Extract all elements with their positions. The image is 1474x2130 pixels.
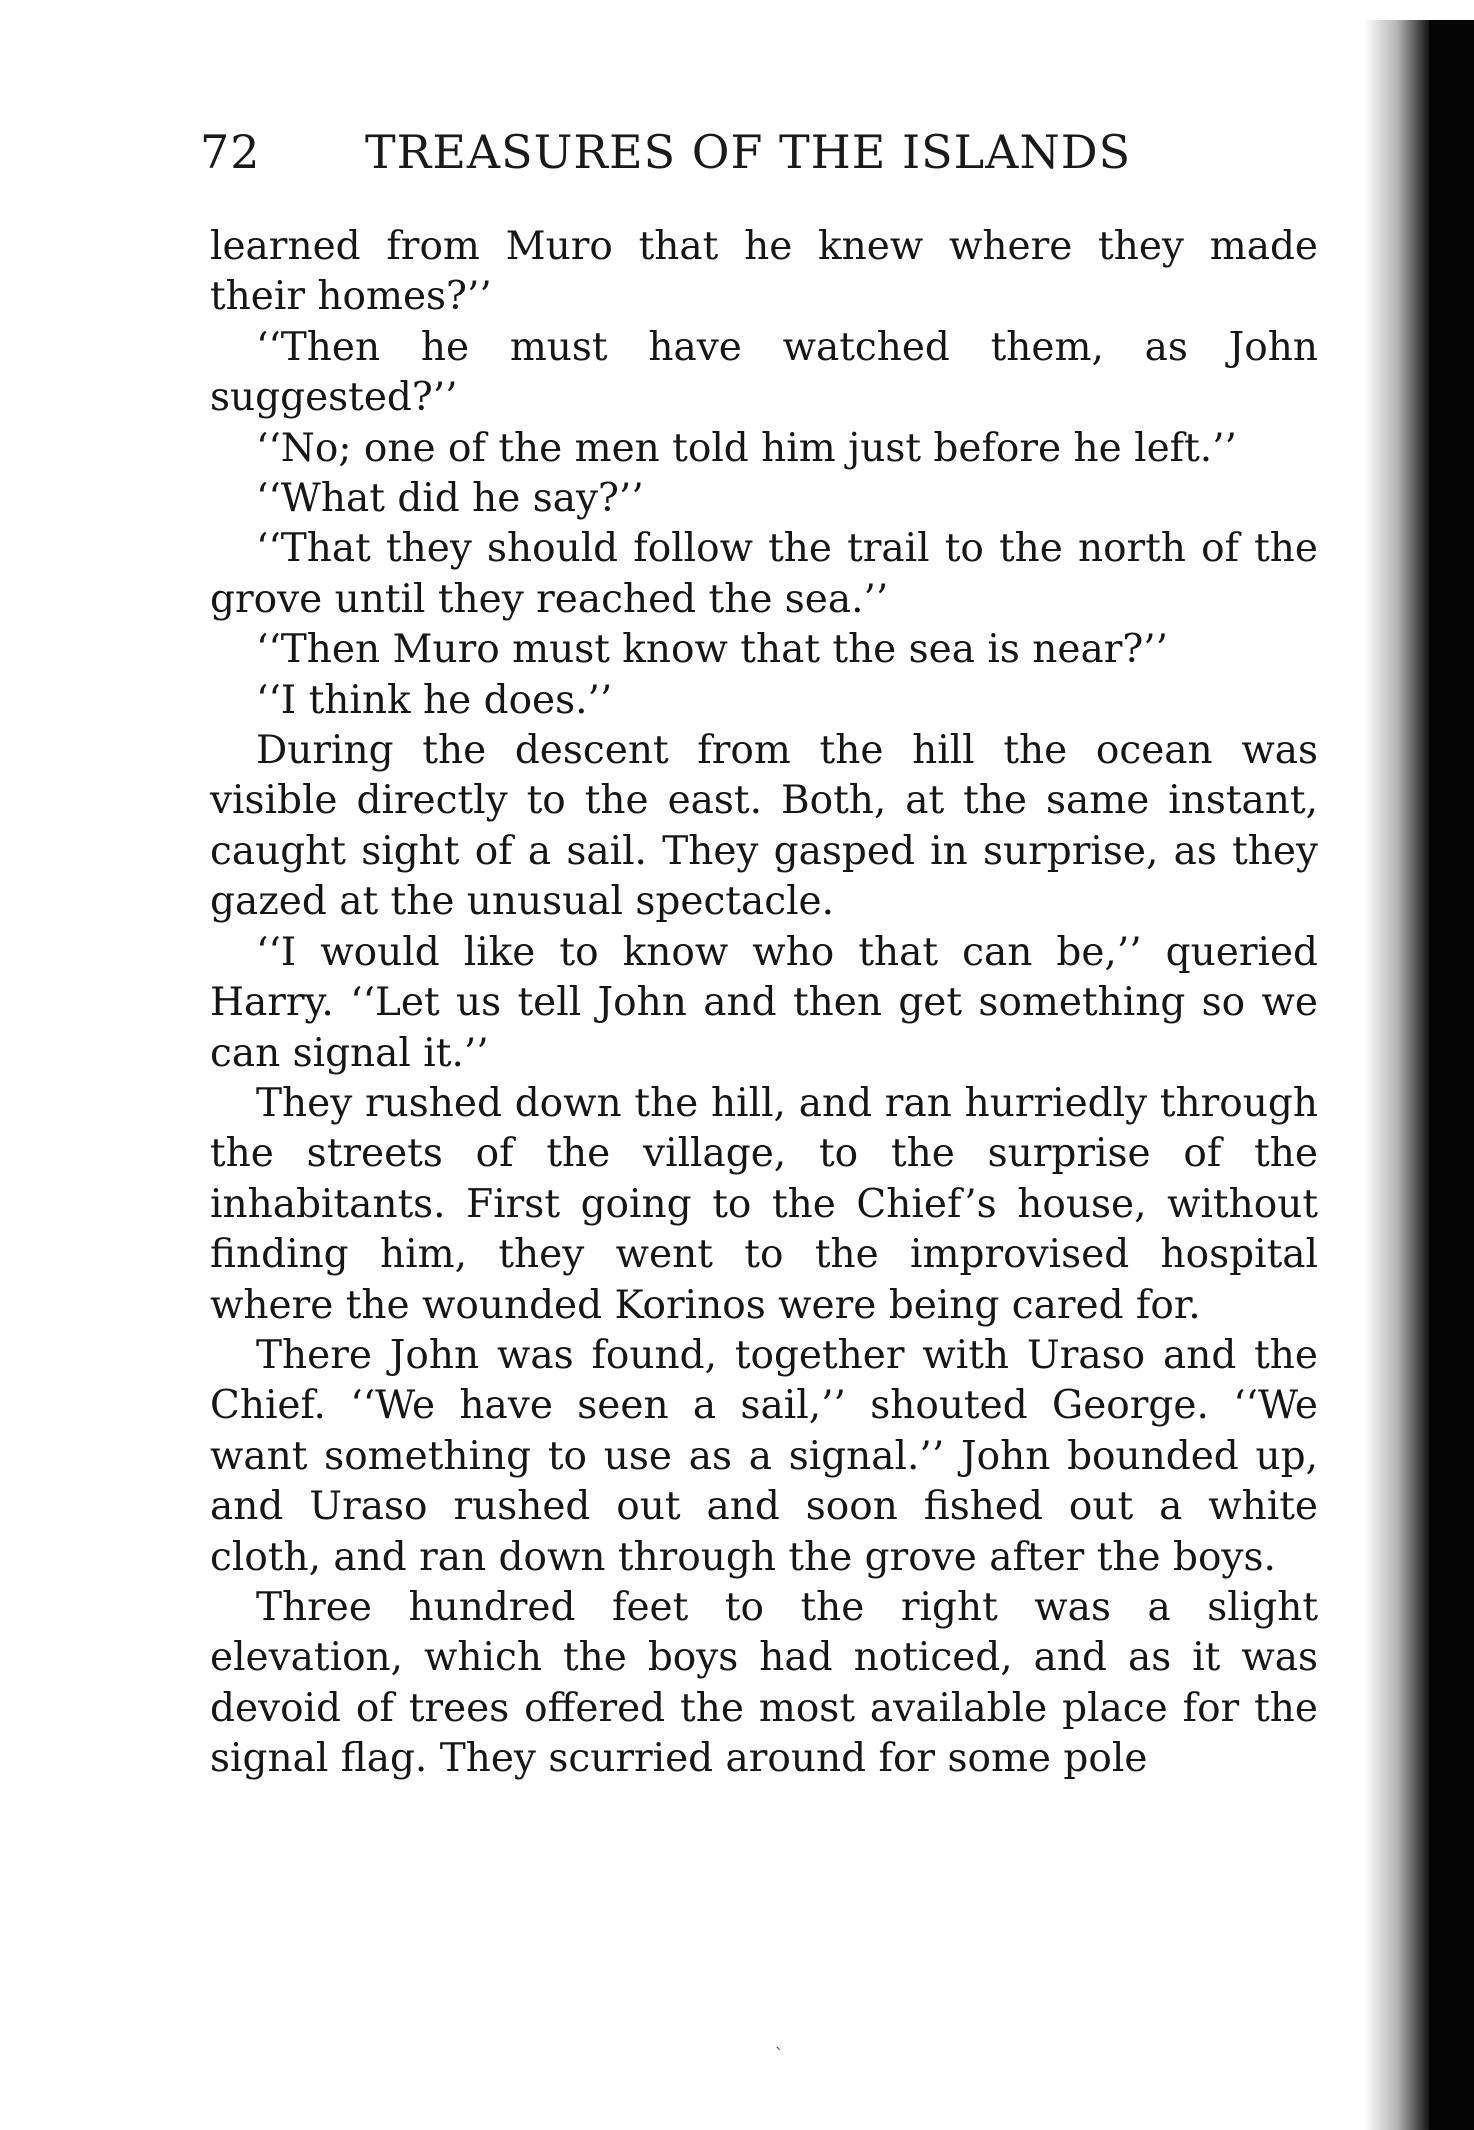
paragraph: ‘‘What did he say?’’ [256, 476, 644, 522]
body-text [210, 222, 1318, 1785]
paragraph: Three hundred feet to the right was a slight elevation, which the boys had noticed, and as it was devoid of trees offered the most available place for the signal flag. They scurried around for some pole [210, 1584, 1318, 1782]
paragraph: ‘‘That they should follow the trail to the north of the grove until they reached the sea.’’ [210, 526, 1318, 622]
paragraph: There John was found, together with Uraso and the Chief. ‘‘We have seen a sail,’’ shouted George. ‘‘We want something to use as a signal.’’ John bounded up, and Uraso rushed out and soon fished out a white cloth, and ran down through the grove after the boys. [210, 1332, 1318, 1580]
page-number: 72 [200, 125, 261, 179]
paragraph: During the descent from the hill the ocean was visible directly to the east. Both, at the same instant, caught sight of a sail. They gasped in surprise, as they gazed at the unusual spectacle. [210, 728, 1318, 925]
paragraph: ‘‘I would like to know who that can be,’’ queried Harry. ‘‘Let us tell John and then get something so we can signal it.’’ [210, 929, 1318, 1076]
paragraph: learned from Muro that he knew where they made their homes?’’ [210, 224, 1318, 320]
paragraph: ‘‘I think he does.’’ [256, 677, 613, 723]
page-header [200, 125, 1320, 185]
running-title: TREASURES OF THE ISLANDS [365, 125, 1132, 179]
paragraph: They rushed down the hill, and ran hurriedly through the streets of the village, to the surprise of the inhabitants. First going to the Chief’s house, without finding him, they went to the improvised hospital where the wounded Korinos were being cared for. [210, 1080, 1318, 1328]
paragraph: ‘‘Then he must have watched them, as John suggested?’’ [210, 324, 1318, 421]
binding-edge [1429, 20, 1474, 2130]
paragraph: ‘‘No; one of the men told him just before he left.’’ [256, 425, 1237, 471]
paragraph: ‘‘Then Muro must know that the sea is near?’’ [256, 627, 1169, 673]
scan-speck: ˋ [775, 2045, 783, 2064]
